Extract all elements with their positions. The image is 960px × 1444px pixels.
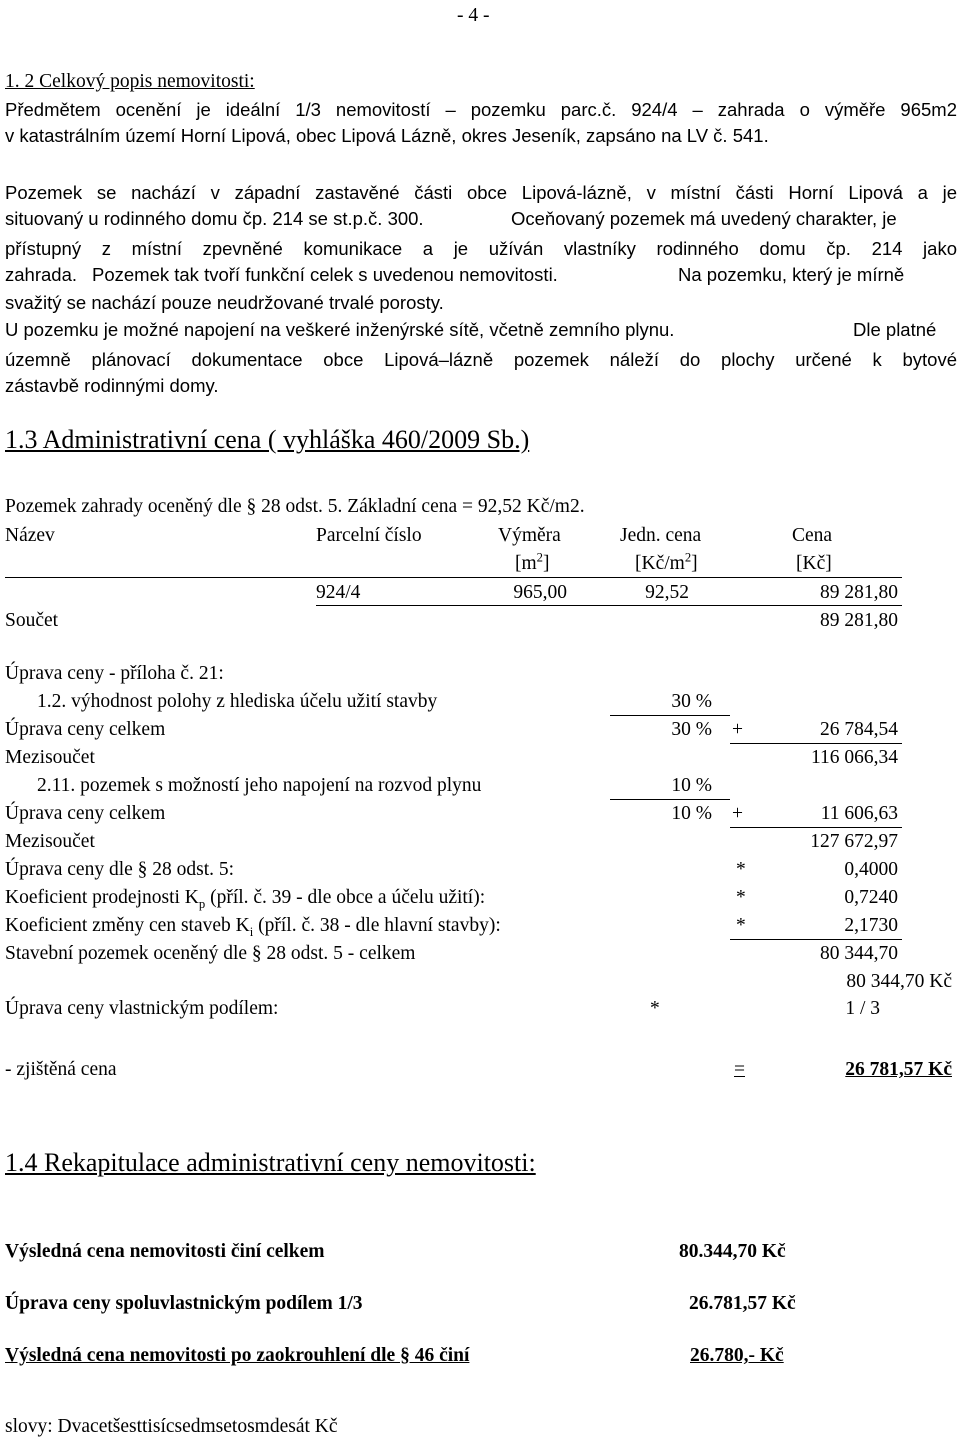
- paragraph-line: situovaný u rodinného domu čp. 214 se st.p.č. 300.: [5, 208, 424, 229]
- adj-label: Úprava ceny celkem: [5, 719, 166, 740]
- adj-label: 2.11. pozemek s možností jeho napojení na rozvod plynu: [37, 775, 482, 796]
- adj-operator: *: [736, 915, 746, 936]
- table-row-rule: [316, 605, 902, 606]
- adj-percent: 30 %: [671, 719, 712, 740]
- rule: [730, 743, 902, 744]
- col-header-cena-unit: [Kč]: [796, 553, 832, 574]
- recap-value: 80.344,70 Kč: [679, 1241, 786, 1262]
- final-price-label: Výsledná cena nemovitosti po zaokrouhlení dle § 46 činí: [5, 1345, 470, 1366]
- adj-value: 0,4000: [844, 859, 898, 880]
- determined-price-label: - zjištěná cena: [5, 1059, 117, 1080]
- soucet-label: Součet: [5, 610, 59, 631]
- determined-price-value: 26 781,57 Kč: [845, 1059, 952, 1080]
- adjustment-heading: Úprava ceny - příloha č. 21:: [5, 663, 224, 684]
- adj-label: 1.2. výhodnost polohy z hlediska účelu užití stavby: [37, 691, 438, 712]
- paragraph-line: svažitý se nachází pouze neudržované trvalé porosty.: [5, 292, 444, 313]
- adj-percent: 30 %: [671, 691, 712, 712]
- adj-operator: *: [736, 859, 746, 880]
- paragraph-line: územně plánovací dokumentace obce Lipová–lázně pozemek náleží do plochy určené k bytové: [5, 349, 957, 370]
- paragraph-line: Pozemek tak tvoří funkční celek s uvedenou nemovitosti.: [92, 264, 558, 285]
- cell-jedn: 92,52: [645, 582, 689, 603]
- section-heading-1-3: 1.3 Administrativní cena ( vyhláška 460/2009 Sb.): [5, 425, 530, 454]
- col-header-vymera: Výměra: [498, 525, 561, 546]
- paragraph-line: v katastrálním území Horní Lipová, obec Lipová Lázně, okres Jeseník, zapsáno na LV č. 541.: [5, 125, 769, 146]
- adj-value: 80 344,70: [820, 943, 898, 964]
- recap-label: Úprava ceny spoluvlastnickým podílem 1/3: [5, 1293, 363, 1314]
- adj-label: Úprava ceny celkem: [5, 803, 166, 824]
- determined-price-operator: =: [734, 1059, 745, 1080]
- rule: [730, 827, 902, 828]
- subtotal-value: 80 344,70 Kč: [846, 971, 952, 992]
- rule: [730, 939, 902, 940]
- adj-label-ki: Koeficient změny cen staveb $K_i$ (příl. č. 38 - dle hlavní stavby):: [5, 915, 501, 939]
- final-price-value: 26.780,- Kč: [690, 1345, 784, 1366]
- adj-value: 127 672,97: [810, 831, 898, 852]
- adj-label: Mezisoučet: [5, 831, 95, 852]
- cell-cena: 89 281,80: [820, 582, 898, 603]
- recap-label: Výsledná cena nemovitosti činí celkem: [5, 1241, 325, 1262]
- paragraph-line: Na pozemku, který je mírně: [678, 264, 905, 285]
- adj-label-kp: Koeficient prodejnosti $K_p$ (příl. č. 39 - dle obce a účelu užití):: [5, 887, 486, 911]
- adj-value: 0,7240: [844, 887, 898, 908]
- cell-parcela: 924/4: [316, 582, 361, 603]
- col-header-jedn: Jedn. cena: [620, 525, 702, 546]
- section-heading-1-2: 1. 2 Celkový popis nemovitosti:: [5, 71, 255, 92]
- paragraph-line: Pozemek se nachází v západní zastavěné části obce Lipová-lázně, v místní části Horní Lipová a je: [5, 182, 957, 203]
- rule: [610, 799, 730, 800]
- adj-operator: *: [736, 887, 746, 908]
- recap-value: 26.781,57 Kč: [689, 1293, 796, 1314]
- adj-value: 2,1730: [844, 915, 898, 936]
- adj-percent: 10 %: [671, 775, 712, 796]
- adj-label: Mezisoučet: [5, 747, 95, 768]
- adj-operator: +: [732, 803, 743, 824]
- paragraph-line: zahrada.: [5, 264, 77, 285]
- ownership-share-label: Úprava ceny vlastnickým podílem:: [5, 998, 279, 1019]
- adj-percent: 10 %: [671, 803, 712, 824]
- ownership-share-value: 1 / 3: [845, 998, 880, 1019]
- paragraph-line: U pozemku je možné napojení na veškeré inženýrské sítě, včetně zemního plynu.: [5, 319, 675, 340]
- adj-value: 11 606,63: [820, 803, 898, 824]
- adj-value: 116 066,34: [810, 747, 898, 768]
- paragraph-line: Oceňovaný pozemek má uvedený charakter, je: [511, 208, 897, 229]
- col-header-parcela: Parcelní číslo: [316, 525, 422, 546]
- adj-value: 26 784,54: [820, 719, 898, 740]
- col-header-nazev: Název: [5, 525, 55, 546]
- section-heading-1-4: 1.4 Rekapitulace administrativní ceny nemovitosti:: [5, 1148, 536, 1177]
- paragraph-line: přístupný z místní zpevněné komunikace a je užíván vlastníky rodinného domu čp. 214 jako: [5, 238, 957, 259]
- price-in-words: slovy: Dvacetšesttisícsedmsetosmdesát Kč: [5, 1416, 338, 1437]
- col-header-jedn-unit: $[Kč/m^2]$: [635, 550, 698, 574]
- col-header-vymera-unit: $[m^2]$: [515, 550, 550, 574]
- ownership-operator: *: [650, 998, 660, 1019]
- rule: [610, 715, 730, 716]
- paragraph-line: zástavbě rodinnými domy.: [5, 375, 219, 396]
- col-header-cena: Cena: [792, 525, 833, 546]
- base-price-line: Pozemek zahrady oceněný dle § 28 odst. 5. Základní cena = 92,52 Kč/m2.: [5, 496, 585, 517]
- adj-operator: +: [732, 719, 743, 740]
- paragraph-line: Předmětem ocenění je ideální 1/3 nemovitostí – pozemku parc.č. 924/4 – zahrada o výměře 965m2: [5, 99, 957, 120]
- soucet-value: 89 281,80: [820, 610, 898, 631]
- table-header-rule: [5, 577, 902, 578]
- paragraph-line: Dle platné: [853, 319, 937, 340]
- cell-vymera: 965,00: [513, 582, 567, 603]
- adj-label: Stavební pozemek oceněný dle § 28 odst. 5 - celkem: [5, 943, 416, 964]
- adj-label: Úprava ceny dle § 28 odst. 5:: [5, 859, 235, 880]
- page-number: - 4 -: [457, 5, 490, 26]
